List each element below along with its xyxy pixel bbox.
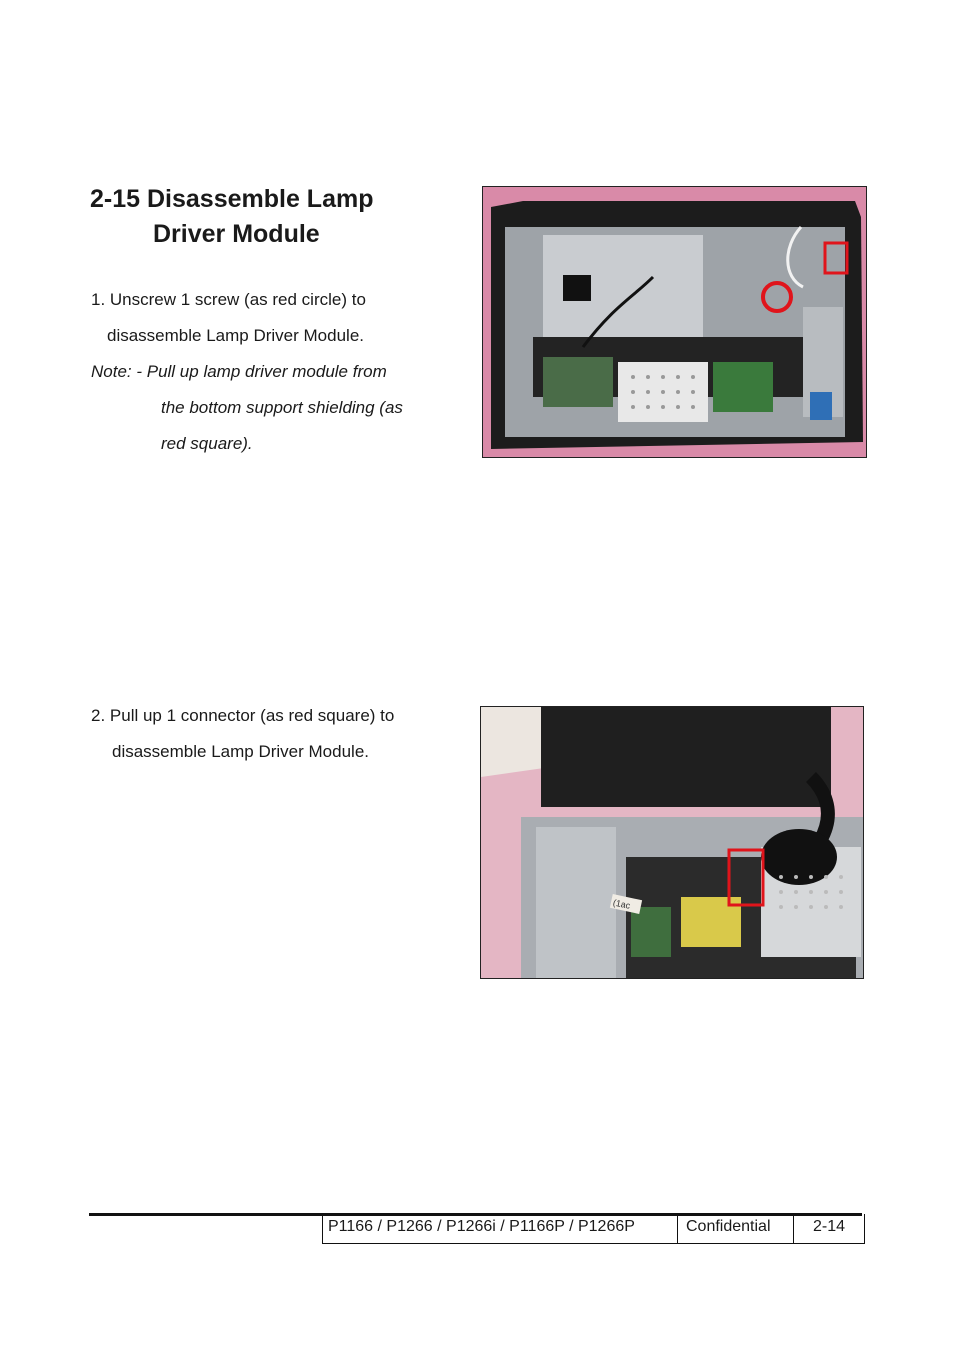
lamp-driver-photo-2: [480, 706, 864, 979]
step-2-line2: disassemble Lamp Driver Module.: [112, 742, 369, 761]
photo-2-illustration: [481, 707, 863, 978]
note-line3: red square).: [161, 434, 253, 453]
step-1-note: [91, 354, 461, 462]
section-title: [90, 182, 450, 252]
section-title-line1: 2-15 Disassemble Lamp: [90, 185, 374, 213]
note-line2: the bottom support shielding (as: [161, 398, 403, 417]
step-1-line1: 1. Unscrew 1 screw (as red circle) to: [91, 290, 366, 309]
footer-page-number: 2-14: [812, 1218, 846, 1235]
step-2-line1: 2. Pull up 1 connector (as red square) to: [91, 706, 395, 725]
lamp-driver-photo-1: [482, 186, 867, 458]
step-1-instruction: [91, 282, 451, 354]
note-line1: Note: - Pull up lamp driver module from: [91, 362, 387, 381]
photo-1-illustration: [483, 187, 866, 457]
footer-confidential: Confidential: [678, 1214, 794, 1243]
step-2-instruction: [91, 698, 461, 770]
step-1-line2: disassemble Lamp Driver Module.: [107, 326, 364, 345]
photo-2-tag-label: (1ac: [612, 897, 632, 911]
section-title-line2: Driver Module: [153, 220, 320, 248]
footer-table: [322, 1214, 865, 1244]
footer-model-list: P1166 / P1266 / P1266i / P1166P / P1266P: [323, 1214, 678, 1243]
